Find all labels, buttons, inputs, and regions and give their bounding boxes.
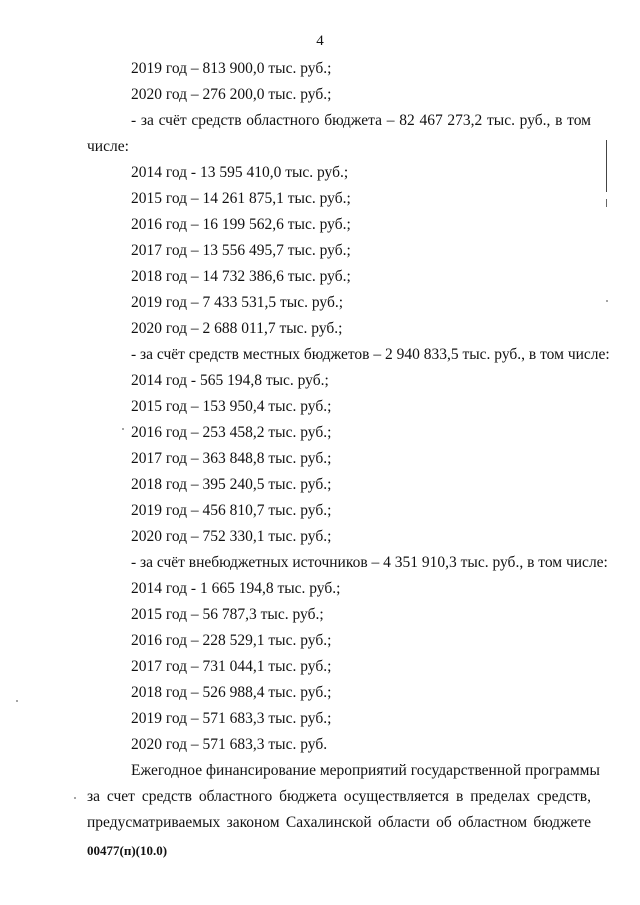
margin-mark-small [606, 199, 607, 207]
funding-line-2016-local: 2016 год – 253 458,2 тыс. руб.; [131, 424, 332, 441]
scan-speck [122, 428, 124, 430]
funding-line-2020-extrabudget: 2020 год – 571 683,3 тыс. руб. [131, 736, 328, 753]
closing-paragraph-line-3: предусматриваемых законом Сахалинской области об областном бюджете [87, 814, 591, 831]
funding-line-2015-local: 2015 год – 153 950,4 тыс. руб.; [131, 398, 332, 415]
funding-line-2017-local: 2017 год – 363 848,8 тыс. руб.; [131, 450, 332, 467]
scan-speck [74, 797, 76, 799]
funding-line-2018-local: 2018 год – 395 240,5 тыс. руб.; [131, 476, 332, 493]
funding-line-2017-extrabudget: 2017 год – 731 044,1 тыс. руб.; [131, 658, 332, 675]
funding-line-2020-local: 2020 год – 752 330,1 тыс. руб.; [131, 528, 332, 545]
scan-speck [606, 300, 608, 302]
document-code: 00477(п)(10.0) [87, 843, 168, 858]
funding-line-2014-extrabudget: 2014 год - 1 665 194,8 тыс. руб.; [131, 580, 341, 597]
funding-line-2017-regional: 2017 год – 13 556 495,7 тыс. руб.; [131, 242, 351, 259]
funding-line-2019-regional: 2019 год – 7 433 531,5 тыс. руб.; [131, 294, 344, 311]
funding-line-2015-regional: 2015 год – 14 261 875,1 тыс. руб.; [131, 190, 351, 207]
funding-line-2016-extrabudget: 2016 год – 228 529,1 тыс. руб.; [131, 632, 332, 649]
funding-line-2014-local: 2014 год - 565 194,8 тыс. руб.; [131, 372, 329, 389]
scan-speck [16, 700, 18, 702]
funding-line-2016-regional: 2016 год – 16 199 562,6 тыс. руб.; [131, 216, 351, 233]
funding-line-2019-federal: 2019 год – 813 900,0 тыс. руб.; [131, 60, 332, 77]
funding-line-2018-regional: 2018 год – 14 732 386,6 тыс. руб.; [131, 268, 351, 285]
closing-paragraph-line-1: Ежегодное финансирование мероприятий государственной программы [131, 762, 600, 779]
local-budget-heading: - за счёт средств местных бюджетов – 2 940 833,5 тыс. руб., в том числе: [131, 346, 610, 363]
funding-line-2019-extrabudget: 2019 год – 571 683,3 тыс. руб.; [131, 710, 332, 727]
regional-budget-heading: - за счёт средств областного бюджета – 82 467 273,2 тыс. руб., в том [131, 112, 591, 129]
funding-line-2020-federal: 2020 год – 276 200,0 тыс. руб.; [131, 86, 332, 103]
funding-line-2019-local: 2019 год – 456 810,7 тыс. руб.; [131, 502, 332, 519]
margin-mark [606, 140, 607, 192]
funding-line-2015-extrabudget: 2015 год – 56 787,3 тыс. руб.; [131, 606, 324, 623]
funding-line-2018-extrabudget: 2018 год – 526 988,4 тыс. руб.; [131, 684, 332, 701]
extrabudget-heading: - за счёт внебюджетных источников – 4 351 910,3 тыс. руб., в том числе: [131, 554, 608, 571]
funding-line-2020-regional: 2020 год – 2 688 011,7 тыс. руб.; [131, 320, 343, 337]
page-number: 4 [316, 33, 324, 49]
regional-budget-heading-cont: числе: [87, 138, 129, 155]
closing-paragraph-line-2: за счет средств областного бюджета осуществляется в пределах средств, [87, 788, 591, 805]
funding-line-2014-regional: 2014 год - 13 595 410,0 тыс. руб.; [131, 164, 349, 181]
